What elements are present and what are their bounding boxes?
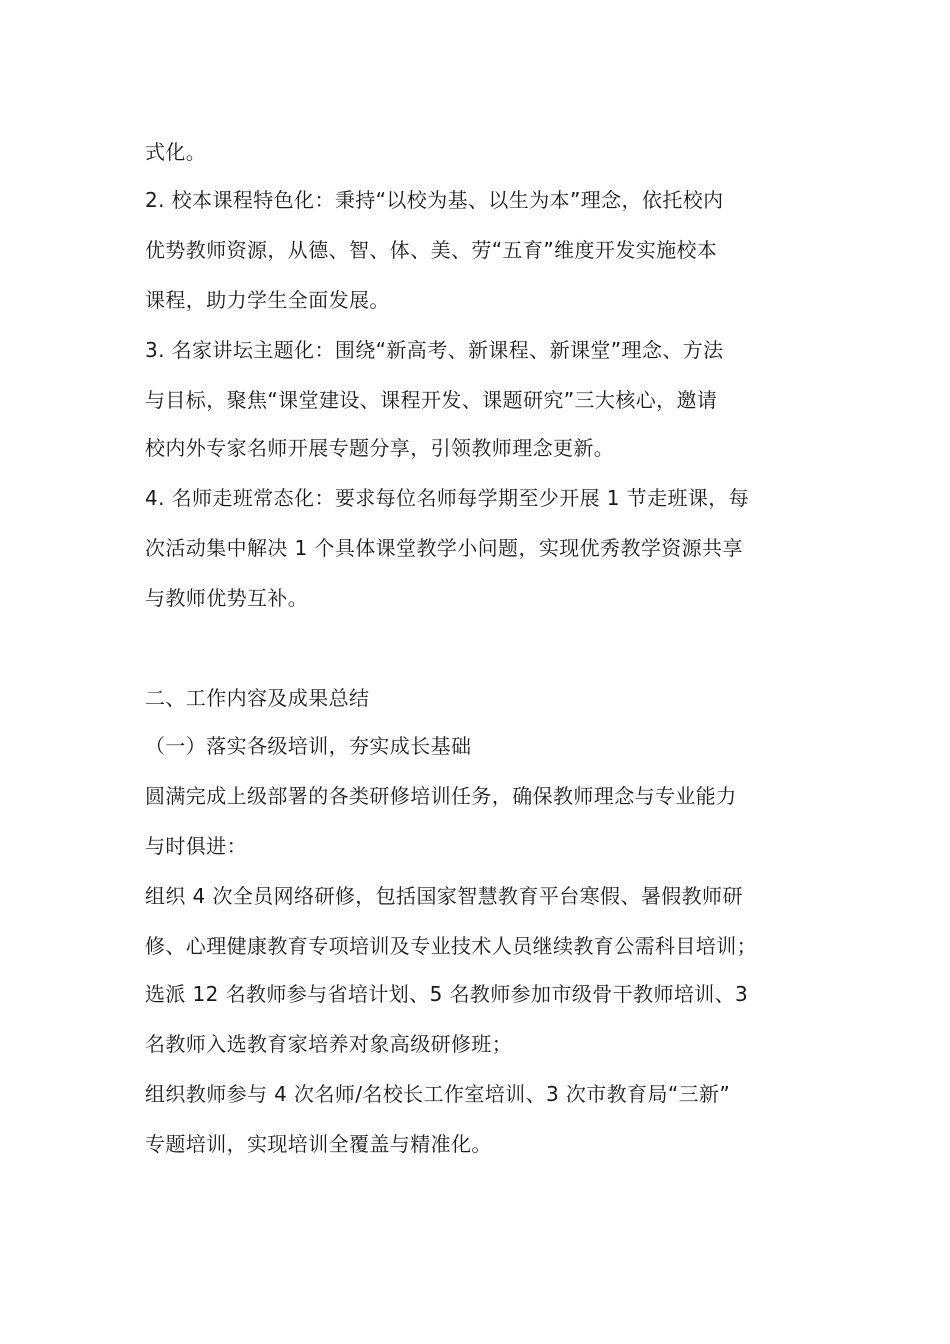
text-line: 次活动集中解决 1 个具体课堂教学小问题，实现优秀教学资源共享 bbox=[145, 536, 743, 560]
text-line: 组织 4 次全员网络研修，包括国家智慧教育平台寒假、暑假教师研 bbox=[145, 884, 743, 908]
text-line: 式化。 bbox=[145, 140, 207, 164]
text-line: 组织教师参与 4 次名师/名校长工作室培训、3 次市教育局“三新” bbox=[145, 1082, 731, 1106]
subsection-heading: （一）落实各级培训，夯实成长基础 bbox=[145, 734, 472, 758]
text-line: 3. 名家讲坛主题化：围绕“新高考、新课程、新课堂”理念、方法 bbox=[145, 338, 724, 362]
text-line: 与目标，聚焦“课堂建设、课程开发、课题研究”三大核心，邀请 bbox=[145, 388, 718, 412]
text-line: 与教师优势互补。 bbox=[145, 586, 309, 610]
text-line: 圆满完成上级部署的各类研修培训任务，确保教师理念与专业能力 bbox=[145, 784, 737, 808]
text-line: 校内外专家名师开展专题分享，引领教师理念更新。 bbox=[145, 436, 615, 460]
section-heading: 二、工作内容及成果总结 bbox=[145, 686, 370, 710]
text-line: 选派 12 名教师参与省培计划、5 名教师参加市级骨干教师培训、3 bbox=[145, 982, 749, 1006]
text-line: 优势教师资源，从德、智、体、美、劳“五育”维度开发实施校本 bbox=[145, 238, 718, 262]
text-line: 课程，助力学生全面发展。 bbox=[145, 288, 390, 312]
text-line: 4. 名师走班常态化：要求每位名师每学期至少开展 1 节走班课，每 bbox=[145, 486, 750, 510]
text-line: 专题培训，实现培训全覆盖与精准化。 bbox=[145, 1132, 492, 1156]
text-line: 名教师入选教育家培养对象高级研修班； bbox=[145, 1032, 513, 1056]
text-line: 与时俱进： bbox=[145, 834, 247, 858]
text-line: 2. 校本课程特色化：秉持“以校为基、以生为本”理念，依托校内 bbox=[145, 188, 724, 212]
text-line: 修、心理健康教育专项培训及专业技术人员继续教育公需科目培训； bbox=[145, 934, 757, 958]
